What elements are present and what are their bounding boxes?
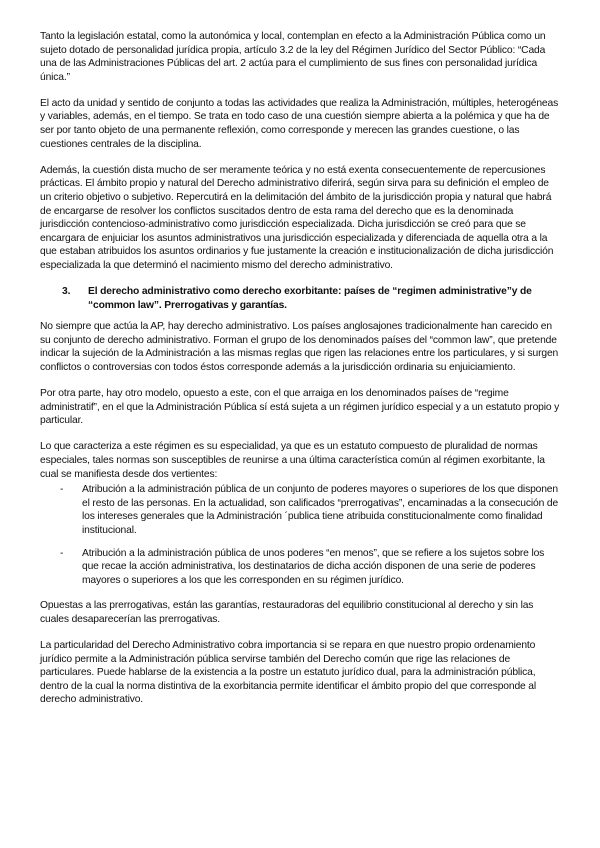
bullet-text: Atribución a la administración pública de un conjunto de poderes mayores o superiores de los que disponen el resto de las personas. En la actualidad, son calificados “prerrogativas”, encaminadas a la consecución de los intereses generales que la Administración ´publica tiene atribuida constitucionalmente como finalidad institucional. — [82, 484, 559, 536]
bullet-item-powers-less — [40, 547, 562, 588]
bullet-marker: - — [60, 484, 64, 496]
bullet-marker: - — [60, 547, 64, 559]
section-3-number: 3. — [62, 286, 71, 297]
paragraph-dual-statute: La particularidad del Derecho Administrativo cobra importancia si se repara en que nuestro propio ordenamiento jurídico permite a la Administración pública servirse también del Derecho común que rige las relaciones de particulares. Puede hablarse de la existencia a la postre un estatuto jurídico dual, para la administración pública, dentro de la cual la norma distintiva de la exorbitancia permite identificar el ámbito propio del que corresponde al derecho administrativo. — [40, 639, 537, 706]
paragraph-act-unity: El acto da unidad y sentido de conjunto a todas las actividades que realiza la Administración, múltiples, heterogéneas y variables, además, en el tiempo. Se trata en todo caso de una cuestión siempre abierta a la polémica y que ha de ser por tanto objeto de una permanente reflexión, como corresponde y merecen las grandes cuestione, o las cuestiones centrales de la disciplina. — [40, 97, 559, 150]
paragraph-common-law: No siempre que actúa la AP, hay derecho administrativo. Los países anglosajones tradicionalmente han carecido en su conjunto de derecho administrativo. Forman el grupo de los denominados países del “common law”, que pretende indicar la sujeción de la Administración a las mismas reglas que rigen las relaciones entre los particulares, y si surgen conflictos o controversias con todos éstos corresponde además a la jurisdicción ordinaria su enjuiciamiento. — [40, 321, 559, 373]
paragraph-exorbitant-regime: Lo que caracteriza a este régimen es su especialidad, ya que es un estatuto compuesto de pluralidad de normas especiales, tales normas son susceptibles de reunirse a una última característica común al régimen exorbitante, la cual se manifiesta desde dos vertientes: — [40, 441, 545, 480]
section-3-heading — [40, 285, 562, 312]
bullet-item-prerogatives — [40, 483, 562, 537]
document-page — [40, 30, 562, 719]
paragraph-guarantees: Opuestas a las prerrogativas, están las garantías, restauradoras del equilibrio constitucional al derecho y sin las cuales desaparecerían las prerrogativas. — [40, 600, 534, 625]
paragraph-jurisdiction: Además, la cuestión dista mucho de ser meramente teórica y no está exenta consecuentemente de repercusiones prácticas. El ámbito propio y natural del Derecho administrativo diferirá, según sirva para su definición el empleo de un criterio objetivo o subjetivo. Repercutirá en la delimitación del ámbito de la jurisdicción propia y natural que habrá de encargarse de resolver los conflictos suscitados dentro de esta rama del derecho que es la denominada jurisdicción contencioso-administrativo como jurisdicción especializada. Dicha jurisdicción se creó para que se encargara de enjuiciar los asuntos administrativos una jurisdicción especializada y diferenciada de aquella otra a la que estaban atribuidos los asuntos ordinarios y fue justamente la creación e institucionalización de dicha jurisdicción especializada la que determinó el nacimiento mismo del derecho administrativo. — [40, 164, 554, 271]
bullet-list — [40, 483, 562, 587]
paragraph-legal-personality: Tanto la legislación estatal, como la autonómica y local, contemplan en efecto a la Administración Pública como un sujeto dotado de personalidad jurídica propia, artículo 3.2 de la ley del Régimen Jurídico del Sector Público: “Cada una de las Administraciones Públicas del art. 2 actúa para el cumplimiento de sus fines con personalidad jurídica única.” — [40, 31, 546, 83]
bullet-text: Atribución a la administración pública de unos poderes “en menos”, que se refiere a los sujetos sobre los que recae la acción administrativa, los destinatarios de dicha acción disponen de una serie de poderes mayores o superiores a los que les corresponden en su régimen jurídico. — [82, 547, 545, 586]
section-3-title: El derecho administrativo como derecho exorbitante: países de “regimen administrative”y de “common law”. Prerrogativas y garantías. — [88, 286, 532, 311]
paragraph-regime-administratif: Por otra parte, hay otro modelo, opuesto a este, con el que arraiga en los denominados países de “regime administratif”, en el que la Administración Pública sí está sujeta a un régimen jurídico especial y a un estatuto propio y particular. — [40, 388, 560, 427]
